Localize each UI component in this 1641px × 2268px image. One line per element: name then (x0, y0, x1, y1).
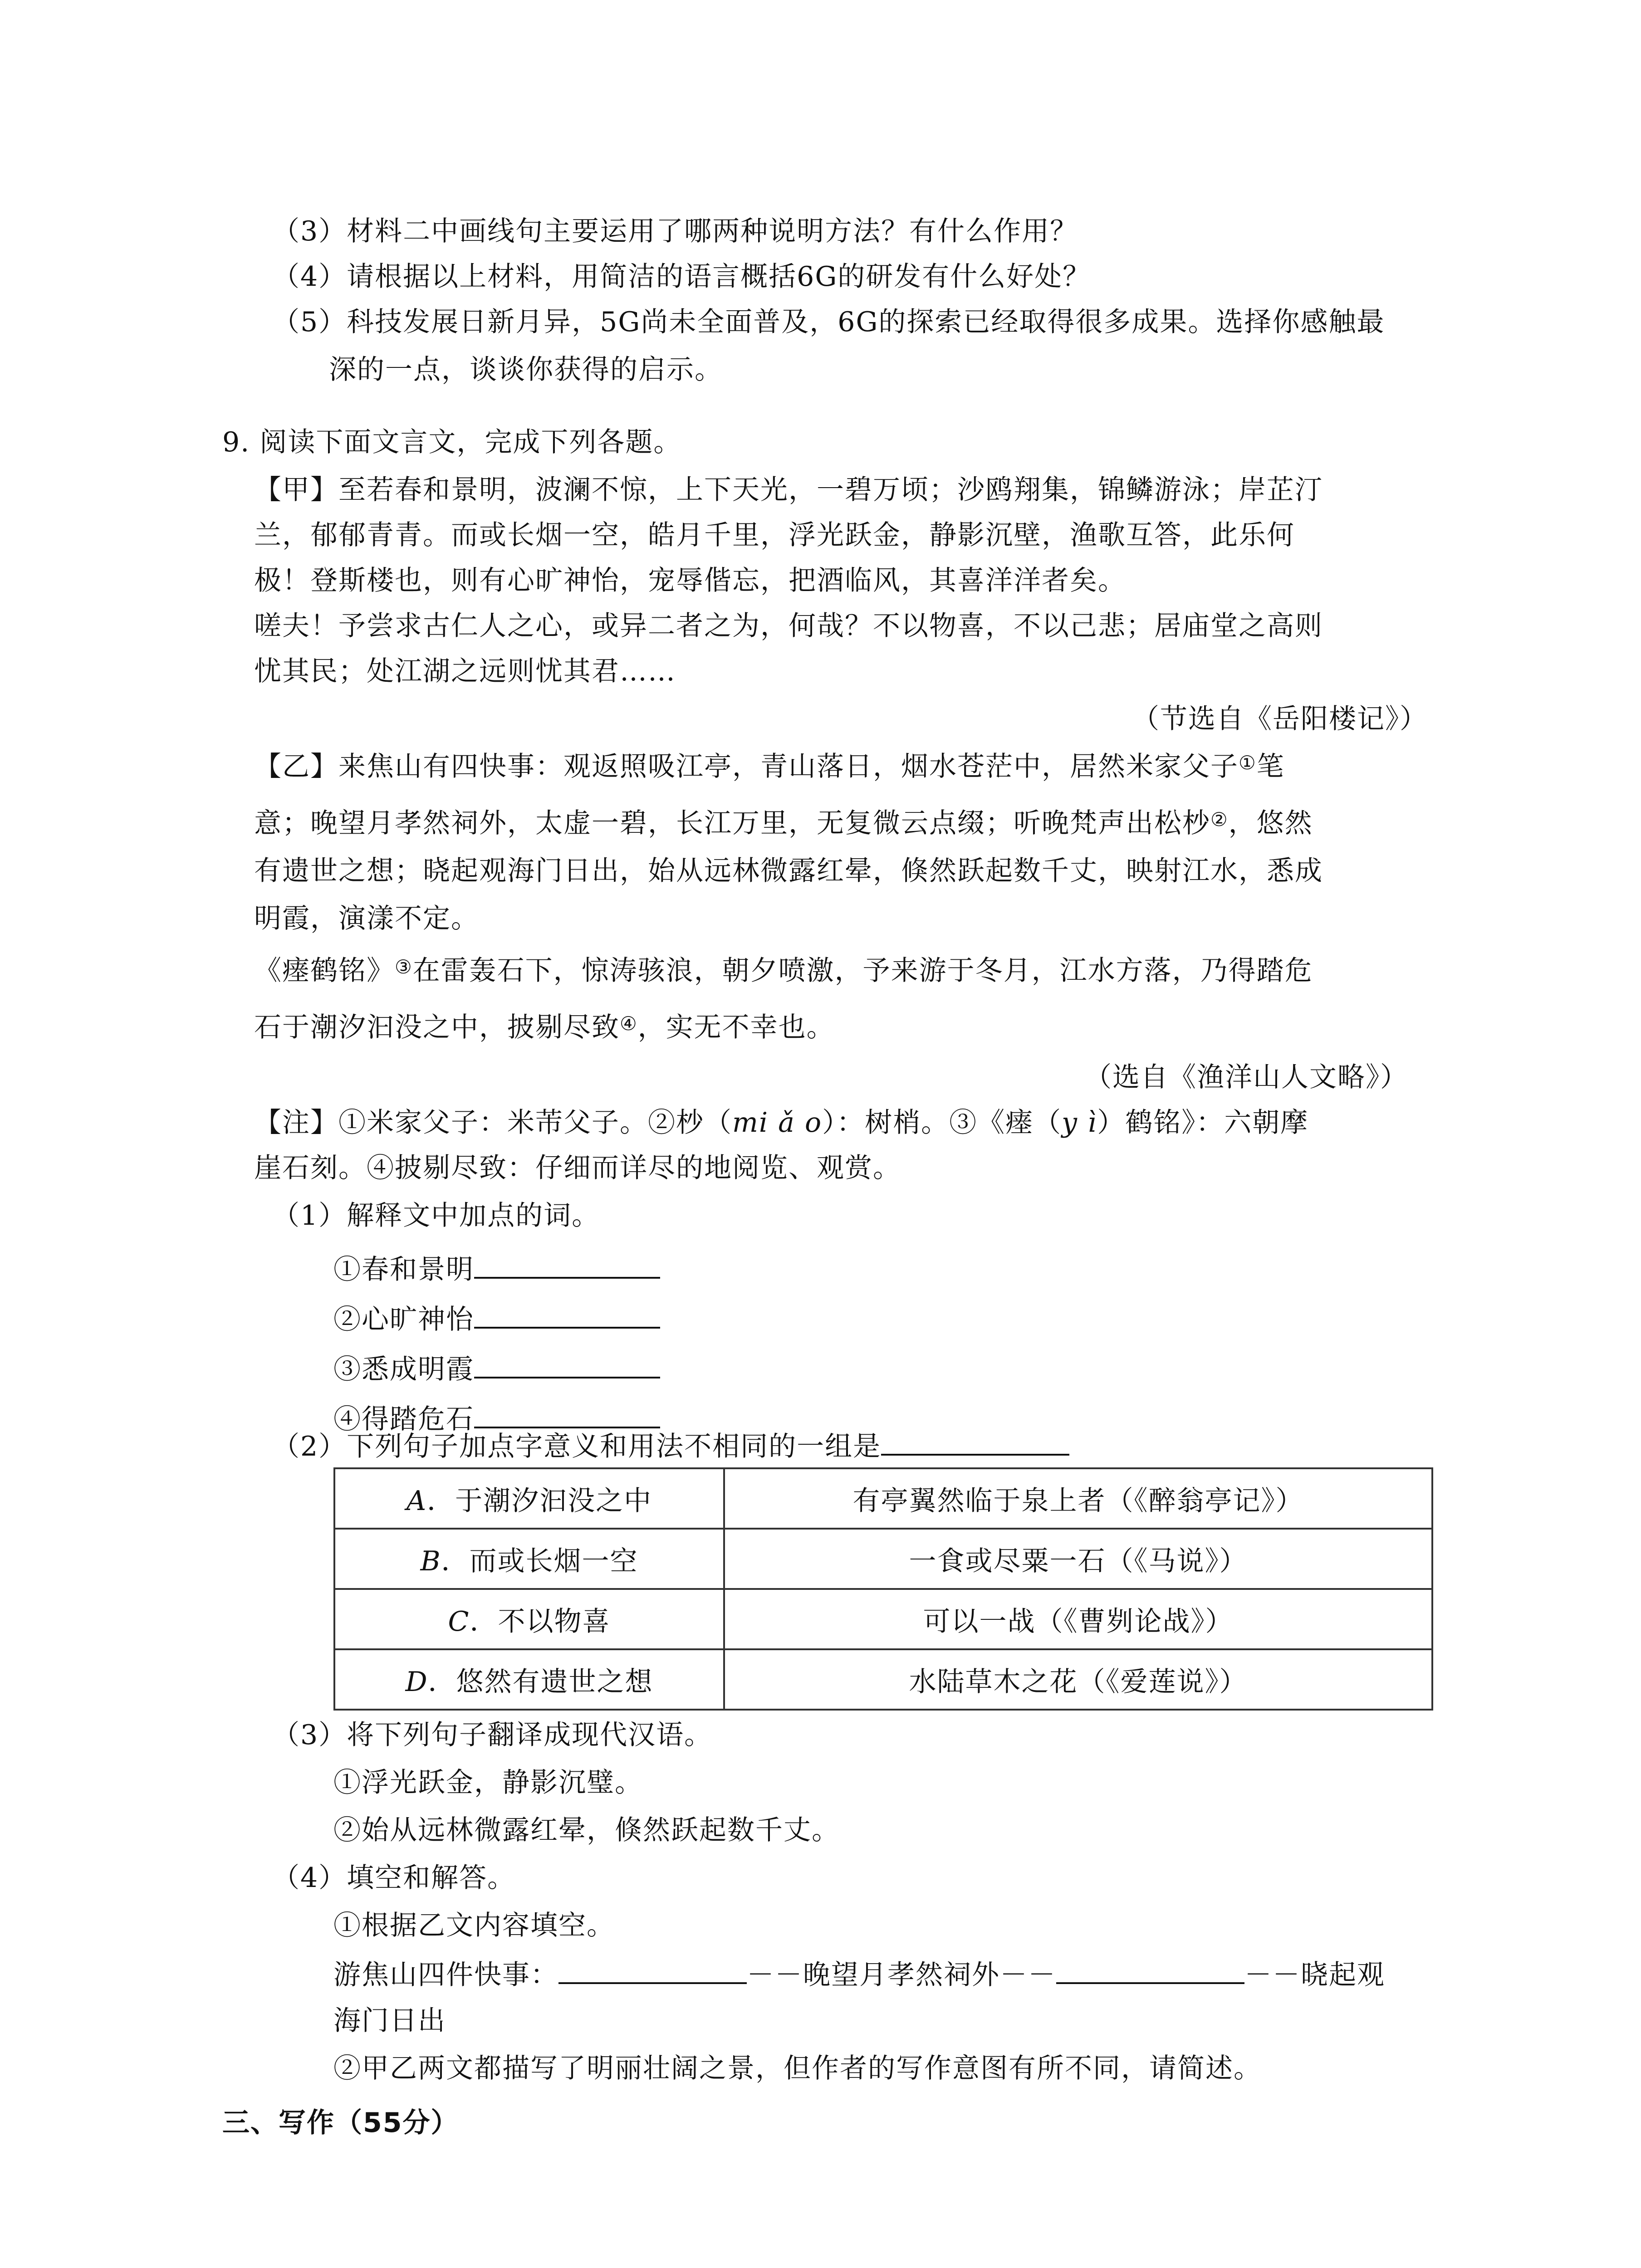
notes-text-2: ）：树梢。③《瘗（ (822, 1107, 1062, 1139)
answer-blank[interactable] (474, 1300, 660, 1329)
option-text: ．悠然有遗世之想 (428, 1666, 653, 1698)
part1-item-2-label: ②心旷神怡 (333, 1304, 474, 1335)
answer-blank[interactable] (474, 1399, 660, 1428)
footnote-marker-2: ② (1210, 808, 1229, 831)
option-letter: A (406, 1485, 427, 1517)
notes-text-3: ）鹤铭》：六朝摩 (1097, 1107, 1309, 1139)
option-d-left (334, 1649, 724, 1710)
yi-line-3: 有遗世之想；晓起观海门日出，始从远林微露红晕，倏然跃起数千丈，映射江水，悉成 (254, 855, 1323, 887)
yi-line-6 (254, 1009, 835, 1048)
pinyin-yi: y ì (1062, 1107, 1097, 1139)
footnote-marker-4: ④ (620, 1012, 638, 1035)
table-row (334, 1529, 1432, 1589)
option-c-left (334, 1589, 724, 1649)
option-d-right: 水陆草木之花（《爱莲说》） (724, 1649, 1432, 1710)
part1-item-3 (333, 1349, 660, 1388)
part1-prompt: （1）解释文中加点的词。 (272, 1200, 600, 1232)
yi-line-6-text: 石于潮汐汩没之中，披剔尽致 (254, 1012, 620, 1043)
part4-prompt: （4）填空和解答。 (272, 1862, 516, 1894)
part3-sentence-1: ①浮光跃金，静影沉璧。 (333, 1767, 643, 1799)
jia-source: （节选自《岳阳楼记》） (1132, 703, 1428, 735)
part4-fill-end: －－晓起观 (1244, 1959, 1385, 1991)
jia-line-1: 【甲】至若春和景明，波澜不惊，上下天光，一碧万顷；沙鸥翔集，锦鳞游泳；岸芷汀 (254, 474, 1323, 506)
jia-line-3: 极！登斯楼也，则有心旷神怡，宠辱偕忘，把酒临风，其喜洋洋者矣。 (254, 565, 1126, 596)
answer-blank[interactable] (881, 1427, 1069, 1456)
part4-fill-line-2: 海门日出 (333, 2005, 446, 2037)
yi-line-5-text: 在雷轰石下，惊涛骇浪，朝夕喷激，予来游于冬月，江水方落，乃得踏危 (412, 955, 1313, 987)
yi-line-2 (254, 805, 1313, 844)
yi-line-4: 明霞，演漾不定。 (254, 903, 479, 934)
part1-item-2 (333, 1300, 660, 1338)
yi-line-5 (254, 953, 1313, 992)
part4-fill-line (333, 1955, 1385, 1993)
q8-sub5-line1: （5）科技发展日新月异，5G尚未全面普及，6G的探索已经取得很多成果。选择你感触最 (272, 306, 1385, 338)
answer-blank[interactable] (474, 1250, 660, 1279)
notes-line-1 (254, 1105, 1308, 1141)
part1-item-1-label: ①春和景明 (333, 1254, 474, 1286)
table-row (334, 1649, 1432, 1710)
part4-fill-label: 游焦山四件快事： (333, 1959, 558, 1991)
answer-blank[interactable] (1056, 1955, 1244, 1984)
part3-sentence-2: ②始从远林微露红晕，倏然跃起数千丈。 (333, 1814, 840, 1846)
option-text: ．而或长烟一空 (441, 1545, 638, 1577)
q8-sub4: （4）请根据以上材料，用简洁的语言概括6G的研发有什么好处？ (272, 261, 1091, 293)
option-a-right: 有亭翼然临于泉上者（《醉翁亭记》） (724, 1468, 1432, 1529)
part4-sub1: ①根据乙文内容填空。 (333, 1910, 615, 1941)
part3-prompt: （3）将下列句子翻译成现代汉语。 (272, 1719, 713, 1751)
option-b-left (334, 1529, 724, 1589)
table-row (334, 1468, 1432, 1529)
part2-text: （2）下列句子加点字意义和用法不相同的一组是 (272, 1431, 882, 1462)
table-row (334, 1589, 1432, 1649)
answer-blank[interactable] (474, 1349, 660, 1378)
yi-source: （选自《渔洋山人文略》） (1084, 1061, 1408, 1093)
section-heading-writing: 三、写作（55分） (222, 2107, 459, 2139)
q8-sub3: （3）材料二中画线句主要运用了哪两种说明方法？有什么作用？ (272, 215, 1078, 247)
footnote-marker-3: ③ (395, 956, 413, 978)
part4-sub2: ②甲乙两文都描写了明丽壮阔之景，但作者的写作意图有所不同，请简述。 (333, 2053, 1262, 2084)
option-letter: C (448, 1605, 470, 1637)
yi-line-5-title: 《瘗鹤铭》 (254, 955, 395, 987)
yi-line-6-end: ，实无不幸也。 (637, 1012, 835, 1043)
yi-line-1 (254, 748, 1285, 787)
part1-item-1 (333, 1250, 660, 1288)
part1-item-3-label: ③悉成明霞 (333, 1354, 474, 1385)
option-a-left (334, 1468, 724, 1529)
q9-heading: 9. 阅读下面文言文，完成下列各题。 (222, 426, 682, 458)
pinyin-miao: mi ǎ o (732, 1107, 823, 1139)
part1-item-4-label: ④得踏危石 (333, 1403, 474, 1435)
notes-text-1: 【注】①米家父子：米芾父子。②杪（ (254, 1107, 732, 1139)
jia-line-2: 兰，郁郁青青。而或长烟一空，皓月千里，浮光跃金，静影沉壁，渔歌互答，此乐何 (254, 519, 1295, 551)
jia-line-5: 忧其民；处江湖之远则忧其君…… (254, 655, 676, 687)
yi-line-1-end: 笔 (1256, 751, 1285, 782)
yi-line-2-end: ，悠然 (1228, 807, 1313, 839)
notes-line-2: 崖石刻。④披剔尽致：仔细而详尽的地阅览、观赏。 (254, 1152, 901, 1184)
option-text: ．不以物喜 (470, 1605, 611, 1637)
option-text: ．于潮汐汩没之中 (427, 1485, 652, 1517)
part4-fill-middle: －－晚望月孝然祠外－－ (747, 1959, 1056, 1991)
footnote-marker-1: ① (1239, 752, 1257, 774)
yi-line-1-text: 【乙】来焦山有四快事：观返照吸江亭，青山落日，烟水苍茫中，居然米家父子 (254, 751, 1239, 782)
jia-line-4: 嗟夫！予尝求古仁人之心，或异二者之为，何哉？不以物喜，不以己悲；居庙堂之高则 (254, 610, 1323, 642)
option-c-right: 可以一战（《曹刿论战》） (724, 1589, 1432, 1649)
yi-line-2-text: 意；晚望月孝然祠外，太虚一碧，长江万里，无复微云点缀；听晚梵声出松杪 (254, 807, 1210, 839)
answer-blank[interactable] (558, 1955, 747, 1984)
part2-prompt (272, 1427, 1069, 1465)
options-table (333, 1467, 1433, 1711)
option-b-right: 一食或尽粟一石（《马说》） (724, 1529, 1432, 1589)
q8-sub5-line2: 深的一点，谈谈你获得的启示。 (329, 354, 723, 386)
option-letter: B (420, 1545, 441, 1577)
option-letter: D (405, 1666, 428, 1698)
